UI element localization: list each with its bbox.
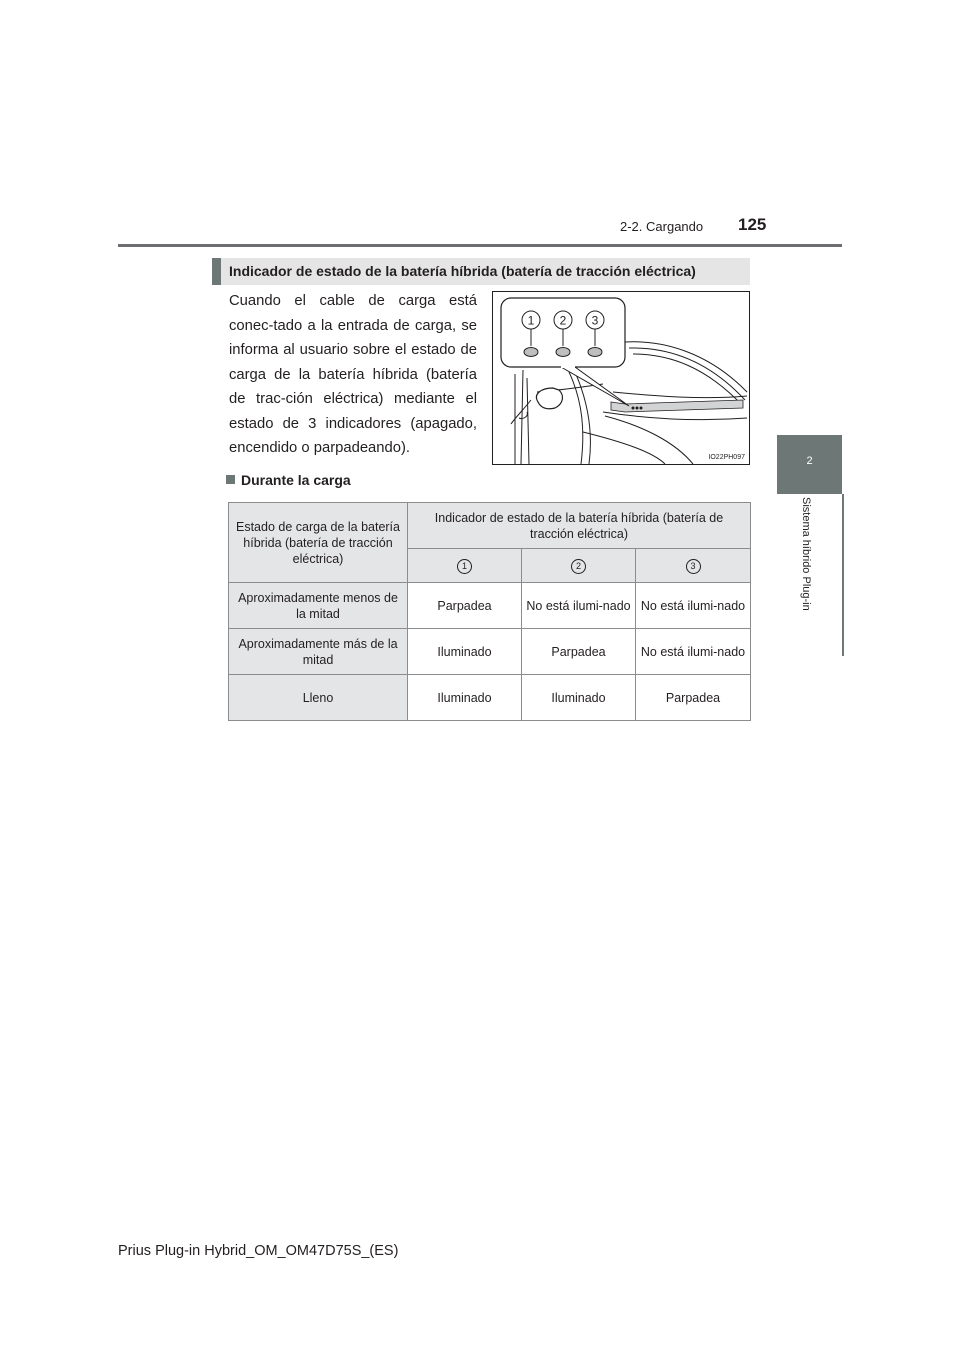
table-row bbox=[229, 629, 751, 675]
subsection-title bbox=[226, 472, 351, 488]
callout-1-number: 1 bbox=[527, 313, 535, 328]
indicator-figure bbox=[492, 291, 750, 465]
table-header-indicator-3 bbox=[636, 549, 751, 583]
table-row bbox=[229, 675, 751, 721]
chapter-tab[interactable] bbox=[777, 435, 842, 494]
table-row bbox=[229, 583, 751, 629]
table-cell-indicator-3: No está ilumi-nado bbox=[636, 629, 751, 675]
table-header-state: Estado de carga de la batería híbrida (batería de tracción eléctrica) bbox=[229, 503, 408, 583]
charging-port-illustration bbox=[493, 292, 749, 464]
table-header-indicator-1 bbox=[408, 549, 522, 583]
header-rule bbox=[118, 244, 842, 247]
table-cell-indicator-1: Iluminado bbox=[408, 629, 522, 675]
table-cell-indicator-2: Parpadea bbox=[522, 629, 636, 675]
table-cell-indicator-2: Iluminado bbox=[522, 675, 636, 721]
chapter-tab-line bbox=[842, 494, 844, 656]
indicator-dot-3 bbox=[640, 407, 643, 410]
page-header-section: 2-2. Cargando bbox=[620, 219, 704, 234]
table-cell-state: Lleno bbox=[229, 675, 408, 721]
indicator-dot-2 bbox=[636, 407, 639, 410]
subsection-title-text: Durante la carga bbox=[241, 472, 351, 488]
chapter-tab-label: Sistema híbrido Plug-in bbox=[800, 497, 812, 611]
section-title: Indicador de estado de la batería híbrida (batería de tracción eléctrica) bbox=[212, 258, 750, 285]
table-cell-indicator-1: Iluminado bbox=[408, 675, 522, 721]
callout-3-number: 3 bbox=[591, 313, 599, 328]
table-cell-indicator-3: No está ilumi-nado bbox=[636, 583, 751, 629]
table-header-indicator: Indicador de estado de la batería híbrida (batería de tracción eléctrica) bbox=[408, 503, 751, 549]
table-header-indicator-2 bbox=[522, 549, 636, 583]
charge-status-table bbox=[228, 502, 751, 721]
indicator-number-1: 1 bbox=[457, 559, 472, 574]
chapter-tab-number: 2 bbox=[806, 455, 813, 467]
table-cell-indicator-1: Parpadea bbox=[408, 583, 522, 629]
indicator-number-2: 2 bbox=[571, 559, 586, 574]
body-paragraph: Cuando el cable de carga está conec-tado a la entrada de carga, se informa al usuario sobre el estado de carga de la batería híbrida (batería de trac-ción eléctrica) mediante el estado de 3 indicadores (apagado, encendido o parpadeando). bbox=[229, 293, 477, 456]
table-cell-indicator-2: No está ilumi-nado bbox=[522, 583, 636, 629]
table-cell-indicator-3: Parpadea bbox=[636, 675, 751, 721]
page-number: 125 bbox=[738, 215, 767, 234]
table-cell-state: Aproximadamente más de la mitad bbox=[229, 629, 408, 675]
subsection-square-icon bbox=[226, 475, 235, 484]
table-cell-state: Aproximadamente menos de la mitad bbox=[229, 583, 408, 629]
callout-2-number: 2 bbox=[559, 313, 567, 328]
page-footer: Prius Plug-in Hybrid_OM_OM47D75S_(ES) bbox=[118, 1243, 399, 1259]
figure-code: IO22PH097 bbox=[708, 454, 745, 461]
indicator-number-3: 3 bbox=[686, 559, 701, 574]
indicator-dot-1 bbox=[632, 407, 635, 410]
